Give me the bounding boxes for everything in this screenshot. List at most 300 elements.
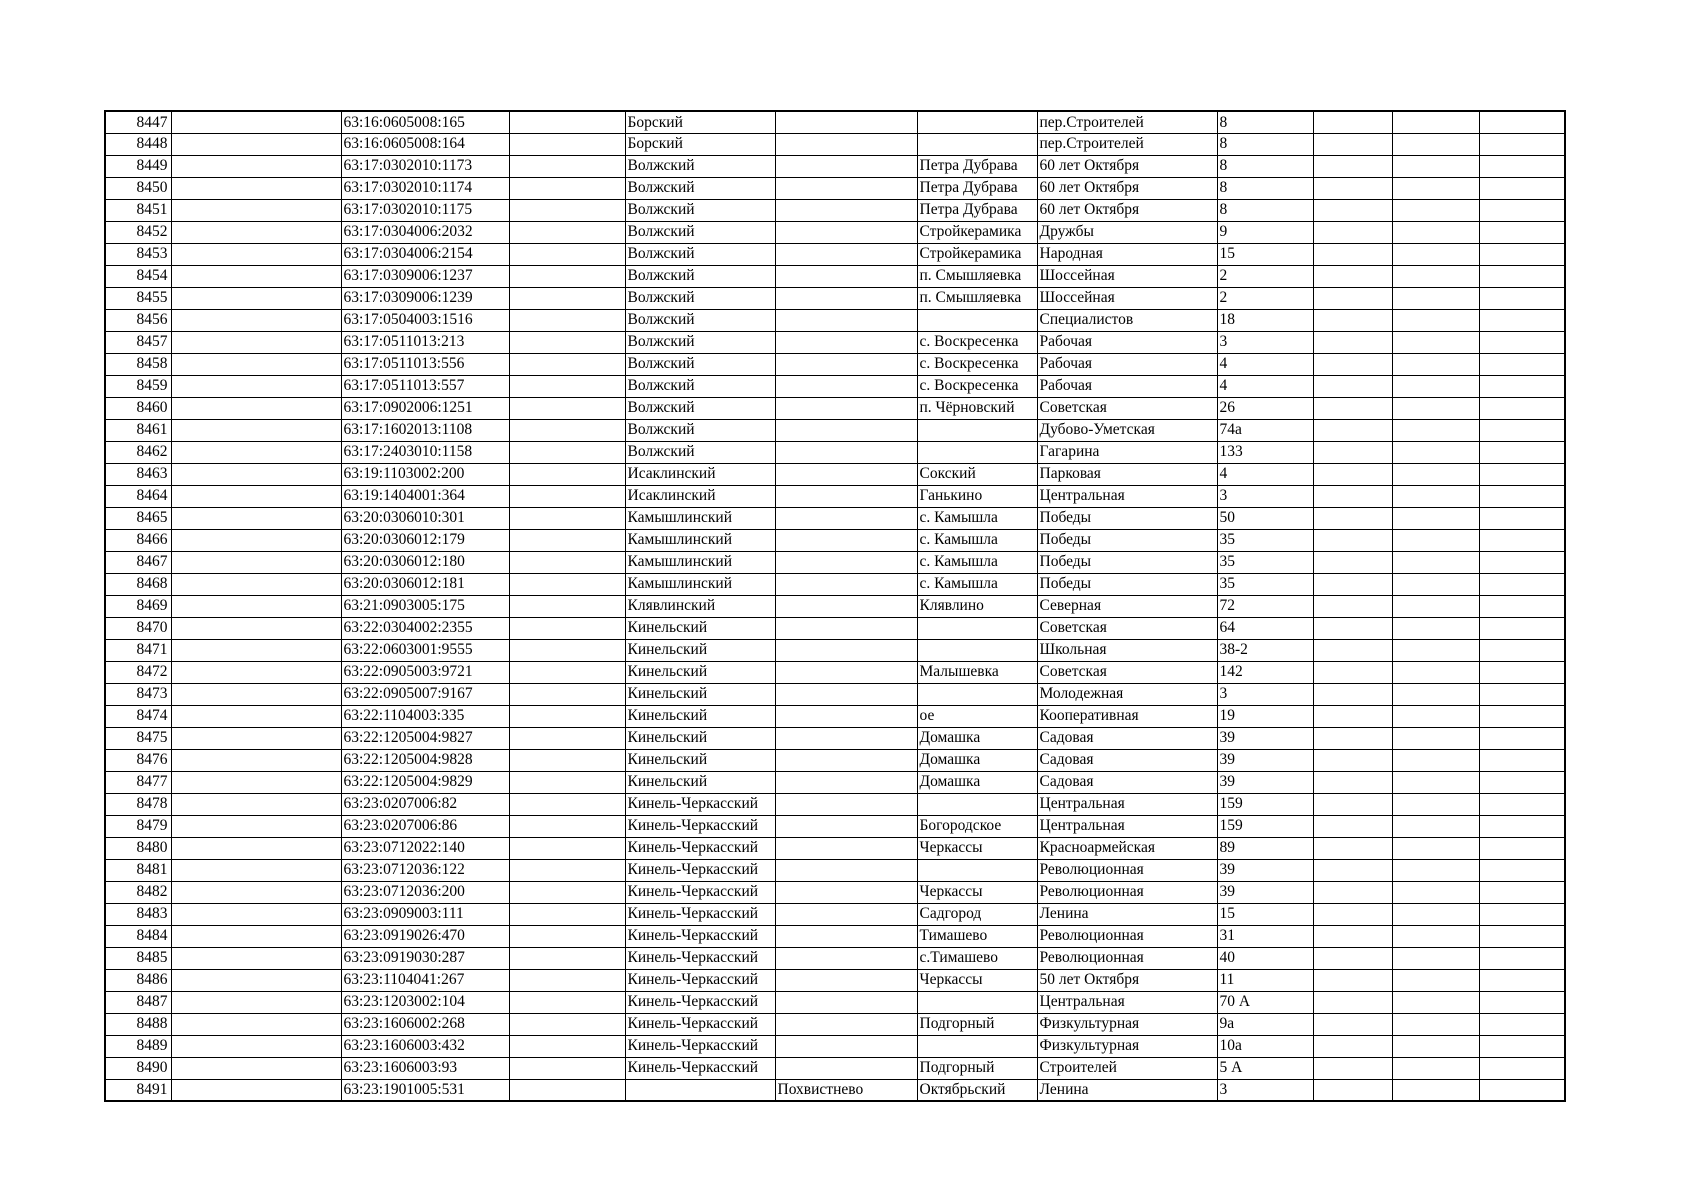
- cell-blank-col-2: [171, 1013, 341, 1035]
- cell-blank-col-11: [1392, 793, 1479, 815]
- cell-street: Советская: [1037, 397, 1217, 419]
- cell-blank-col-2: [171, 507, 341, 529]
- cell-blank-col-12: [1479, 815, 1565, 837]
- cell-blank-col-12: [1479, 133, 1565, 155]
- cell-blank-col-11: [1392, 375, 1479, 397]
- cell-blank-col-12: [1479, 111, 1565, 133]
- table-row: [105, 551, 1565, 573]
- table-row: [105, 881, 1565, 903]
- table-row: [105, 661, 1565, 683]
- cell-blank-col-2: [171, 419, 341, 441]
- cell-blank-col-10: [1313, 727, 1392, 749]
- cell-city: [775, 177, 917, 199]
- table-row: [105, 573, 1565, 595]
- cell-row-number: 8485: [105, 947, 171, 969]
- cell-house-number: 9а: [1217, 1013, 1313, 1035]
- cell-blank-col-11: [1392, 419, 1479, 441]
- table-row: [105, 529, 1565, 551]
- cell-cadastral-number: 63:17:0511013:557: [341, 375, 509, 397]
- cell-settlement: Богородское: [917, 815, 1037, 837]
- cell-street: Красноармейская: [1037, 837, 1217, 859]
- cell-street: пер.Строителей: [1037, 133, 1217, 155]
- cell-blank-col-4: [509, 331, 625, 353]
- table-row: [105, 463, 1565, 485]
- cell-street: Революционная: [1037, 859, 1217, 881]
- cell-blank-col-11: [1392, 155, 1479, 177]
- cell-blank-col-12: [1479, 177, 1565, 199]
- cell-cadastral-number: 63:23:1606003:93: [341, 1057, 509, 1079]
- cell-cadastral-number: 63:20:0306012:181: [341, 573, 509, 595]
- cell-blank-col-12: [1479, 243, 1565, 265]
- cell-blank-col-4: [509, 749, 625, 771]
- cell-street: Центральная: [1037, 485, 1217, 507]
- cell-cadastral-number: 63:17:1602013:1108: [341, 419, 509, 441]
- cell-row-number: 8481: [105, 859, 171, 881]
- cell-settlement: Садгород: [917, 903, 1037, 925]
- cell-settlement: Подгорный: [917, 1057, 1037, 1079]
- cell-street: 50 лет Октября: [1037, 969, 1217, 991]
- cell-street: Советская: [1037, 661, 1217, 683]
- cell-city: [775, 529, 917, 551]
- cell-street: Центральная: [1037, 793, 1217, 815]
- cell-row-number: 8455: [105, 287, 171, 309]
- cell-cadastral-number: 63:22:0905003:9721: [341, 661, 509, 683]
- cell-cadastral-number: 63:22:0603001:9555: [341, 639, 509, 661]
- cell-blank-col-2: [171, 991, 341, 1013]
- cell-blank-col-10: [1313, 837, 1392, 859]
- cell-settlement: Домашка: [917, 727, 1037, 749]
- cell-cadastral-number: 63:23:0207006:82: [341, 793, 509, 815]
- cell-house-number: 5 А: [1217, 1057, 1313, 1079]
- cell-house-number: 35: [1217, 529, 1313, 551]
- cell-cadastral-number: 63:23:1901005:531: [341, 1079, 509, 1101]
- cell-blank-col-12: [1479, 287, 1565, 309]
- cell-blank-col-10: [1313, 617, 1392, 639]
- cell-street: 60 лет Октября: [1037, 155, 1217, 177]
- table-row: [105, 639, 1565, 661]
- cell-blank-col-11: [1392, 969, 1479, 991]
- cell-street: Победы: [1037, 551, 1217, 573]
- cell-row-number: 8472: [105, 661, 171, 683]
- cell-settlement: с. Камышла: [917, 529, 1037, 551]
- cell-cadastral-number: 63:23:0712036:200: [341, 881, 509, 903]
- cell-city: [775, 705, 917, 727]
- cell-settlement: Черкассы: [917, 837, 1037, 859]
- cell-city: [775, 683, 917, 705]
- cell-street: Садовая: [1037, 749, 1217, 771]
- cell-street: Парковая: [1037, 463, 1217, 485]
- cell-settlement: Малышевка: [917, 661, 1037, 683]
- cell-house-number: 35: [1217, 551, 1313, 573]
- cell-blank-col-11: [1392, 991, 1479, 1013]
- cell-blank-col-12: [1479, 199, 1565, 221]
- cell-settlement: [917, 991, 1037, 1013]
- cell-city: [775, 1057, 917, 1079]
- cell-cadastral-number: 63:22:1205004:9827: [341, 727, 509, 749]
- cell-cadastral-number: 63:20:0306012:179: [341, 529, 509, 551]
- cell-house-number: 4: [1217, 375, 1313, 397]
- cell-blank-col-10: [1313, 133, 1392, 155]
- cell-blank-col-11: [1392, 265, 1479, 287]
- cell-blank-col-4: [509, 925, 625, 947]
- cell-blank-col-2: [171, 881, 341, 903]
- cell-blank-col-2: [171, 573, 341, 595]
- cell-blank-col-2: [171, 639, 341, 661]
- cell-settlement: п. Чёрновский: [917, 397, 1037, 419]
- cell-district: Кинель-Черкасский: [625, 1057, 775, 1079]
- cell-blank-col-2: [171, 683, 341, 705]
- table-row: [105, 375, 1565, 397]
- cell-blank-col-11: [1392, 287, 1479, 309]
- cell-street: Кооперативная: [1037, 705, 1217, 727]
- cell-district: Волжский: [625, 287, 775, 309]
- cell-row-number: 8468: [105, 573, 171, 595]
- cell-blank-col-4: [509, 793, 625, 815]
- cell-city: [775, 639, 917, 661]
- cell-house-number: 19: [1217, 705, 1313, 727]
- cell-blank-col-12: [1479, 485, 1565, 507]
- cell-street: Дубово-Уметская: [1037, 419, 1217, 441]
- cell-street: Революционная: [1037, 881, 1217, 903]
- cell-district: Волжский: [625, 375, 775, 397]
- cell-blank-col-2: [171, 925, 341, 947]
- cell-blank-col-10: [1313, 573, 1392, 595]
- cell-settlement: с. Камышла: [917, 573, 1037, 595]
- cell-street: Школьная: [1037, 639, 1217, 661]
- cell-district: Камышлинский: [625, 529, 775, 551]
- cell-house-number: 4: [1217, 353, 1313, 375]
- cell-cadastral-number: 63:23:1606002:268: [341, 1013, 509, 1035]
- cell-blank-col-4: [509, 287, 625, 309]
- cell-blank-col-10: [1313, 375, 1392, 397]
- cell-row-number: 8475: [105, 727, 171, 749]
- cell-street: Рабочая: [1037, 375, 1217, 397]
- cell-cadastral-number: 63:23:0919026:470: [341, 925, 509, 947]
- cell-blank-col-2: [171, 441, 341, 463]
- cell-blank-col-4: [509, 705, 625, 727]
- cell-settlement: Клявлино: [917, 595, 1037, 617]
- cell-blank-col-10: [1313, 705, 1392, 727]
- cell-cadastral-number: 63:23:0919030:287: [341, 947, 509, 969]
- cell-blank-col-11: [1392, 309, 1479, 331]
- cell-settlement: с. Камышла: [917, 507, 1037, 529]
- cell-district: Кинель-Черкасский: [625, 925, 775, 947]
- cell-house-number: 8: [1217, 155, 1313, 177]
- cell-blank-col-12: [1479, 265, 1565, 287]
- cell-blank-col-10: [1313, 243, 1392, 265]
- cell-city: [775, 243, 917, 265]
- cell-house-number: 39: [1217, 859, 1313, 881]
- table-row: [105, 727, 1565, 749]
- cell-cadastral-number: 63:17:0309006:1239: [341, 287, 509, 309]
- cell-house-number: 26: [1217, 397, 1313, 419]
- cell-blank-col-4: [509, 1079, 625, 1101]
- cell-settlement: ое: [917, 705, 1037, 727]
- cell-row-number: 8460: [105, 397, 171, 419]
- cell-settlement: [917, 859, 1037, 881]
- cell-house-number: 4: [1217, 463, 1313, 485]
- cell-street: Гагарина: [1037, 441, 1217, 463]
- cell-city: [775, 507, 917, 529]
- table-row: [105, 705, 1565, 727]
- table-row: [105, 419, 1565, 441]
- cell-district: Волжский: [625, 441, 775, 463]
- cell-house-number: 40: [1217, 947, 1313, 969]
- cell-blank-col-2: [171, 199, 341, 221]
- cell-house-number: 18: [1217, 309, 1313, 331]
- cell-blank-col-12: [1479, 595, 1565, 617]
- cell-blank-col-11: [1392, 353, 1479, 375]
- cell-district: Кинель-Черкасский: [625, 837, 775, 859]
- cell-cadastral-number: 63:19:1404001:364: [341, 485, 509, 507]
- cell-district: Волжский: [625, 155, 775, 177]
- cell-cadastral-number: 63:23:0909003:111: [341, 903, 509, 925]
- cell-blank-col-4: [509, 991, 625, 1013]
- cell-row-number: 8449: [105, 155, 171, 177]
- cell-row-number: 8457: [105, 331, 171, 353]
- cell-blank-col-2: [171, 397, 341, 419]
- cell-blank-col-12: [1479, 617, 1565, 639]
- cell-blank-col-10: [1313, 111, 1392, 133]
- cell-cadastral-number: 63:23:0712036:122: [341, 859, 509, 881]
- cell-blank-col-10: [1313, 309, 1392, 331]
- cell-cadastral-number: 63:17:0304006:2032: [341, 221, 509, 243]
- cell-blank-col-10: [1313, 991, 1392, 1013]
- table-row: [105, 837, 1565, 859]
- cell-district: [625, 1079, 775, 1101]
- cell-street: Победы: [1037, 573, 1217, 595]
- cell-blank-col-12: [1479, 925, 1565, 947]
- cell-row-number: 8453: [105, 243, 171, 265]
- cell-settlement: [917, 793, 1037, 815]
- cell-street: Революционная: [1037, 925, 1217, 947]
- cell-blank-col-2: [171, 221, 341, 243]
- table-row: [105, 969, 1565, 991]
- cell-blank-col-4: [509, 177, 625, 199]
- cell-district: Волжский: [625, 199, 775, 221]
- cell-blank-col-11: [1392, 441, 1479, 463]
- cell-blank-col-4: [509, 727, 625, 749]
- table-row: [105, 947, 1565, 969]
- cell-blank-col-12: [1479, 727, 1565, 749]
- cell-blank-col-10: [1313, 1057, 1392, 1079]
- cell-cadastral-number: 63:17:0504003:1516: [341, 309, 509, 331]
- cell-district: Волжский: [625, 243, 775, 265]
- cell-house-number: 72: [1217, 595, 1313, 617]
- cell-settlement: [917, 441, 1037, 463]
- cell-blank-col-12: [1479, 903, 1565, 925]
- cell-blank-col-2: [171, 287, 341, 309]
- cell-street: Физкультурная: [1037, 1035, 1217, 1057]
- table-row: [105, 221, 1565, 243]
- cell-street: Революционная: [1037, 947, 1217, 969]
- cell-street: Садовая: [1037, 727, 1217, 749]
- cell-blank-col-10: [1313, 265, 1392, 287]
- cell-blank-col-11: [1392, 331, 1479, 353]
- cell-cadastral-number: 63:17:0302010:1175: [341, 199, 509, 221]
- cell-blank-col-4: [509, 199, 625, 221]
- cell-blank-col-12: [1479, 507, 1565, 529]
- cell-street: Победы: [1037, 529, 1217, 551]
- cell-blank-col-10: [1313, 1013, 1392, 1035]
- cell-house-number: 142: [1217, 661, 1313, 683]
- cell-blank-col-12: [1479, 551, 1565, 573]
- cell-blank-col-4: [509, 353, 625, 375]
- cell-city: [775, 617, 917, 639]
- cell-district: Кинельский: [625, 683, 775, 705]
- cell-blank-col-4: [509, 837, 625, 859]
- cell-blank-col-12: [1479, 749, 1565, 771]
- table-row: [105, 595, 1565, 617]
- cell-blank-col-12: [1479, 1057, 1565, 1079]
- cell-city: [775, 199, 917, 221]
- cell-blank-col-4: [509, 441, 625, 463]
- cell-cadastral-number: 63:21:0903005:175: [341, 595, 509, 617]
- cell-cadastral-number: 63:20:0306010:301: [341, 507, 509, 529]
- cell-blank-col-11: [1392, 463, 1479, 485]
- cell-street: Рабочая: [1037, 331, 1217, 353]
- cell-row-number: 8467: [105, 551, 171, 573]
- cell-district: Волжский: [625, 331, 775, 353]
- cell-house-number: 35: [1217, 573, 1313, 595]
- cell-district: Исаклинский: [625, 485, 775, 507]
- cell-row-number: 8490: [105, 1057, 171, 1079]
- cell-blank-col-4: [509, 243, 625, 265]
- cell-blank-col-10: [1313, 749, 1392, 771]
- cell-district: Кинель-Черкасский: [625, 1035, 775, 1057]
- cell-street: Ленина: [1037, 1079, 1217, 1101]
- cell-settlement: [917, 617, 1037, 639]
- table-row: [105, 903, 1565, 925]
- cell-city: [775, 463, 917, 485]
- cell-blank-col-11: [1392, 595, 1479, 617]
- cell-settlement: п. Смышляевка: [917, 265, 1037, 287]
- cell-city: [775, 859, 917, 881]
- cell-row-number: 8456: [105, 309, 171, 331]
- cell-cadastral-number: 63:20:0306012:180: [341, 551, 509, 573]
- cell-city: [775, 925, 917, 947]
- cell-blank-col-12: [1479, 859, 1565, 881]
- cell-settlement: [917, 133, 1037, 155]
- cell-blank-col-10: [1313, 507, 1392, 529]
- cell-blank-col-10: [1313, 353, 1392, 375]
- cell-city: [775, 1013, 917, 1035]
- cell-blank-col-2: [171, 771, 341, 793]
- cell-blank-col-4: [509, 463, 625, 485]
- cell-house-number: 74а: [1217, 419, 1313, 441]
- cell-house-number: 2: [1217, 265, 1313, 287]
- cell-city: [775, 353, 917, 375]
- cell-blank-col-10: [1313, 287, 1392, 309]
- cell-blank-col-12: [1479, 331, 1565, 353]
- table-row: [105, 991, 1565, 1013]
- cell-blank-col-12: [1479, 639, 1565, 661]
- cell-city: [775, 155, 917, 177]
- table-row: [105, 1057, 1565, 1079]
- cell-blank-col-12: [1479, 837, 1565, 859]
- cell-row-number: 8451: [105, 199, 171, 221]
- cell-blank-col-2: [171, 155, 341, 177]
- cell-row-number: 8465: [105, 507, 171, 529]
- cell-street: 60 лет Октября: [1037, 177, 1217, 199]
- cell-house-number: 159: [1217, 815, 1313, 837]
- cell-blank-col-10: [1313, 397, 1392, 419]
- cell-row-number: 8471: [105, 639, 171, 661]
- cell-blank-col-11: [1392, 705, 1479, 727]
- cell-cadastral-number: 63:23:1104041:267: [341, 969, 509, 991]
- cell-blank-col-10: [1313, 177, 1392, 199]
- cell-settlement: Домашка: [917, 771, 1037, 793]
- cell-settlement: Сокский: [917, 463, 1037, 485]
- cell-district: Кинельский: [625, 639, 775, 661]
- cell-blank-col-12: [1479, 463, 1565, 485]
- cell-settlement: Подгорный: [917, 1013, 1037, 1035]
- cell-settlement: Стройкерамика: [917, 221, 1037, 243]
- cell-house-number: 3: [1217, 331, 1313, 353]
- cell-city: [775, 969, 917, 991]
- cell-blank-col-4: [509, 595, 625, 617]
- cell-row-number: 8469: [105, 595, 171, 617]
- cell-cadastral-number: 63:16:0605008:165: [341, 111, 509, 133]
- cell-row-number: 8480: [105, 837, 171, 859]
- cell-row-number: 8470: [105, 617, 171, 639]
- table-body: [105, 111, 1565, 1101]
- cell-city: Похвистнево: [775, 1079, 917, 1101]
- cell-blank-col-10: [1313, 529, 1392, 551]
- cell-row-number: 8491: [105, 1079, 171, 1101]
- cell-district: Волжский: [625, 353, 775, 375]
- cell-city: [775, 749, 917, 771]
- cell-house-number: 159: [1217, 793, 1313, 815]
- cell-blank-col-4: [509, 397, 625, 419]
- table-row: [105, 793, 1565, 815]
- cell-blank-col-10: [1313, 1035, 1392, 1057]
- cell-blank-col-10: [1313, 815, 1392, 837]
- table-row: [105, 771, 1565, 793]
- cell-district: Кинельский: [625, 705, 775, 727]
- cell-blank-col-11: [1392, 133, 1479, 155]
- cell-blank-col-11: [1392, 1035, 1479, 1057]
- cell-house-number: 70 А: [1217, 991, 1313, 1013]
- cell-cadastral-number: 63:17:2403010:1158: [341, 441, 509, 463]
- cell-blank-col-2: [171, 661, 341, 683]
- cell-blank-col-4: [509, 551, 625, 573]
- cell-blank-col-11: [1392, 573, 1479, 595]
- cell-cadastral-number: 63:17:0902006:1251: [341, 397, 509, 419]
- cell-row-number: 8477: [105, 771, 171, 793]
- cell-house-number: 8: [1217, 199, 1313, 221]
- cell-settlement: с.Тимашево: [917, 947, 1037, 969]
- cell-blank-col-11: [1392, 837, 1479, 859]
- cell-settlement: [917, 1035, 1037, 1057]
- cell-settlement: с. Воскресенка: [917, 353, 1037, 375]
- cell-cadastral-number: 63:22:1104003:335: [341, 705, 509, 727]
- cell-blank-col-2: [171, 485, 341, 507]
- cell-district: Кинельский: [625, 771, 775, 793]
- cell-blank-col-11: [1392, 881, 1479, 903]
- cell-city: [775, 309, 917, 331]
- cell-district: Волжский: [625, 177, 775, 199]
- cell-blank-col-2: [171, 859, 341, 881]
- cell-blank-col-11: [1392, 749, 1479, 771]
- cell-city: [775, 793, 917, 815]
- cell-blank-col-11: [1392, 199, 1479, 221]
- table-row: [105, 287, 1565, 309]
- cell-blank-col-10: [1313, 1079, 1392, 1101]
- cell-row-number: 8476: [105, 749, 171, 771]
- cell-blank-col-4: [509, 309, 625, 331]
- cell-blank-col-4: [509, 419, 625, 441]
